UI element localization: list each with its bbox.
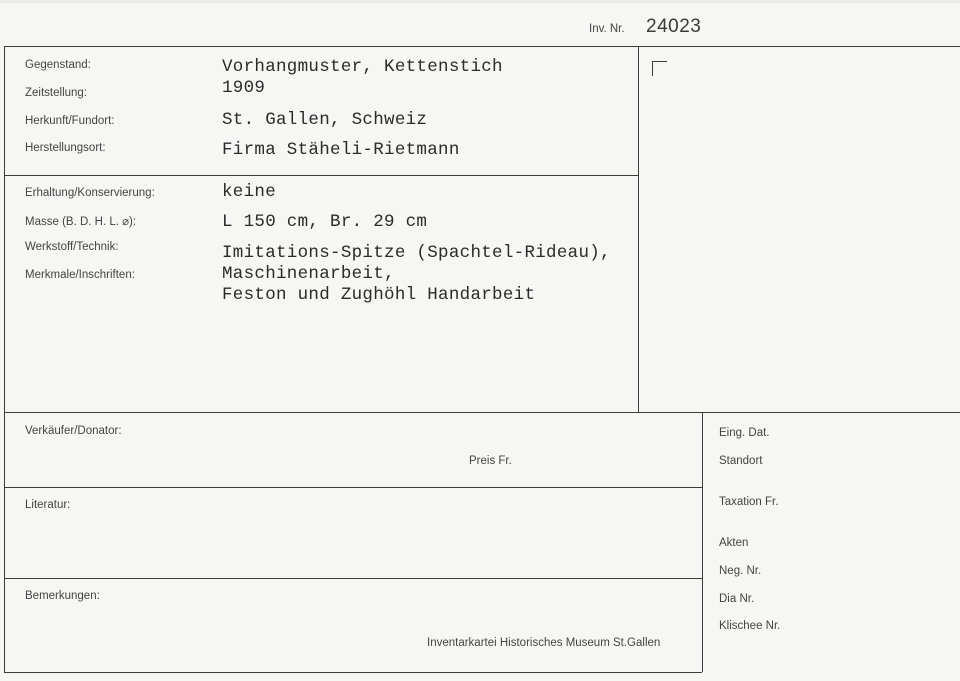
label-werkstoff: Werkstoff/Technik:	[25, 241, 119, 253]
verkaeufer-divider	[4, 487, 702, 488]
bottom-border	[4, 672, 702, 673]
image-corner-mark	[652, 61, 667, 76]
label-herkunft: Herkunft/Fundort:	[25, 115, 115, 127]
value-werkstoff-line3: Feston und Zughöhl Handarbeit	[222, 285, 536, 305]
section1-divider	[4, 175, 638, 176]
label-eing-dat: Eing. Dat.	[719, 427, 770, 439]
label-preis: Preis Fr.	[469, 455, 512, 467]
label-herstellungsort: Herstellungsort:	[25, 142, 106, 154]
inv-number-label: Inv. Nr.	[589, 23, 625, 35]
label-akten: Akten	[719, 537, 749, 549]
header-divider	[4, 46, 960, 47]
label-erhaltung: Erhaltung/Konservierung:	[25, 187, 155, 199]
value-herstellungsort: Firma Stäheli-Rietmann	[222, 140, 460, 160]
value-gegenstand: Vorhangmuster, Kettenstich	[222, 57, 503, 77]
image-area-divider	[638, 46, 639, 413]
value-werkstoff-line2: Maschinenarbeit,	[222, 264, 395, 284]
label-neg-nr: Neg. Nr.	[719, 565, 762, 577]
value-herkunft: St. Gallen, Schweiz	[222, 110, 428, 130]
inv-number-value: 24023	[646, 16, 702, 37]
label-dia-nr: Dia Nr.	[719, 593, 755, 605]
value-erhaltung: keine	[222, 182, 277, 202]
label-klischee-nr: Klischee Nr.	[719, 620, 781, 632]
value-zeitstellung: 1909	[222, 78, 266, 98]
value-werkstoff-line1: Imitations-Spitze (Spachtel-Rideau),	[222, 243, 611, 263]
bottom-column-divider	[702, 412, 703, 672]
label-bemerkungen: Bemerkungen:	[25, 590, 100, 602]
card-top-edge	[0, 0, 960, 3]
value-masse: L 150 cm, Br. 29 cm	[222, 212, 428, 232]
footer-museum: Inventarkartei Historisches Museum St.Gallen	[427, 637, 661, 649]
literatur-divider	[4, 578, 702, 579]
label-verkaeufer: Verkäufer/Donator:	[25, 425, 122, 437]
label-zeitstellung: Zeitstellung:	[25, 87, 88, 99]
label-standort: Standort	[719, 455, 763, 467]
label-literatur: Literatur:	[25, 499, 71, 511]
middle-divider	[4, 412, 960, 413]
label-merkmale: Merkmale/Inschriften:	[25, 269, 135, 281]
label-gegenstand: Gegenstand:	[25, 59, 91, 71]
label-taxation: Taxation Fr.	[719, 496, 779, 508]
label-masse: Masse (B. D. H. L. ⌀):	[25, 216, 137, 228]
